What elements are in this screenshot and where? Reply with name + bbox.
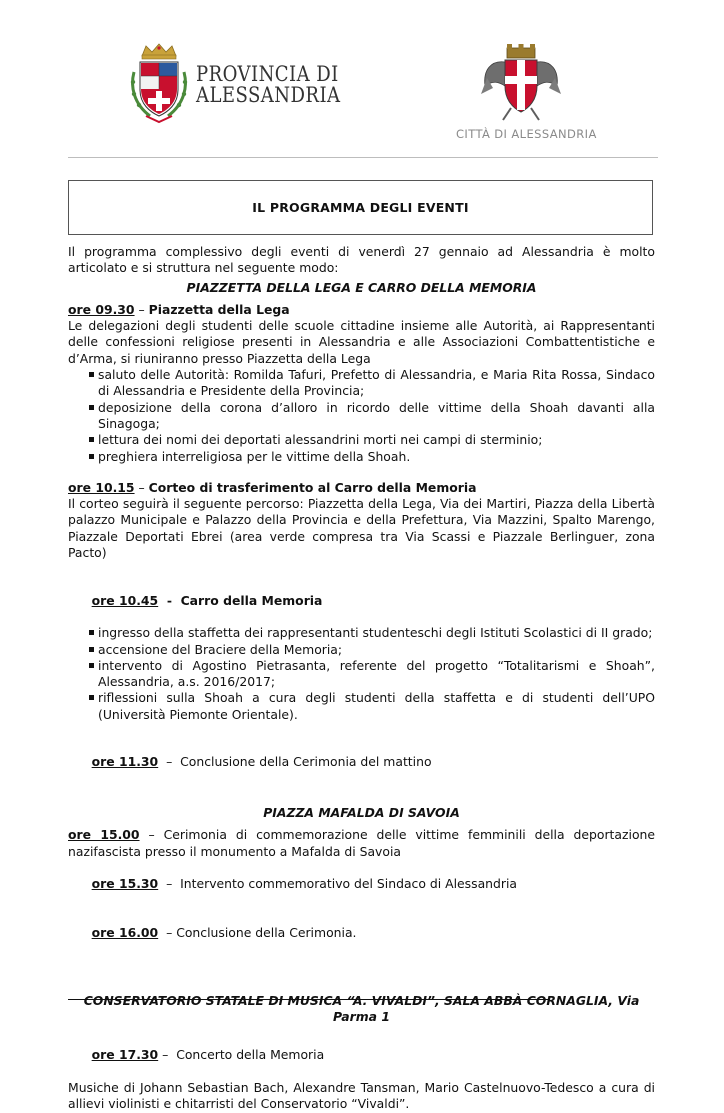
event-separator: –	[134, 301, 149, 317]
event-time: ore 15.00	[68, 827, 140, 843]
header-divider	[68, 157, 658, 158]
event-description: – Conclusione della Cerimonia del mattino	[158, 754, 432, 770]
event-0930-description: Le delegazioni degli studenti delle scuole cittadine insieme alle Autorità, ai Rappresentanti delle confessioni religiose presenti in Alessandria e alle Associazioni Combattentistiche e d’Arma, si riuniranno presso Piazzetta della Lega	[68, 318, 655, 366]
event-title: Corteo di trasferimento al Carro della Memoria	[148, 479, 477, 495]
event-1730-line	[68, 1031, 655, 1080]
list-item: lettura dei nomi dei deportati alessandrini morti nei campi di sterminio;	[68, 432, 655, 448]
event-title: Piazzetta della Lega	[148, 301, 290, 317]
footer-divider	[68, 999, 548, 1000]
event-1015-line	[68, 480, 655, 496]
city-coat-of-arms-icon	[479, 42, 563, 122]
page-title: IL PROGRAMMA DEGLI EVENTI	[68, 180, 653, 235]
intro-paragraph: Il programma complessivo degli eventi di venerdì 27 gennaio ad Alessandria è molto articolato e si struttura nel seguente modo:	[68, 244, 655, 276]
event-description: – Cerimonia di commemorazione delle vittime femminili della deportazione nazifascista presso il monumento a Mafalda di Savoia	[68, 827, 655, 859]
event-1015-description: Il corteo seguirà il seguente percorso: Piazzetta della Lega, Via dei Martiri, Piazza della Libertà palazzo Municipale e Palazzo della Provincia e della Prefettura, Via Mazzini, Spalto Marengo, Piazzale Deportati Ebrei (area verde compresa tra Via Scassi e Piazzale Berlinguer, zona Pacto)	[68, 496, 655, 561]
section-heading-conservatorio: CONSERVATORIO STATALE DI MUSICA “A. VIVALDI”, SALA ABBÀ CORNAGLIA, Via Parma 1	[83, 992, 640, 1024]
list-item: ingresso della staffetta dei rappresentanti studenteschi degli Istituti Scolastici di II grado;	[68, 625, 655, 641]
event-1500-line	[68, 827, 655, 860]
event-title: Carro della Memoria	[180, 592, 323, 608]
section-heading-mafalda: PIAZZA MAFALDA DI SAVOIA	[263, 804, 460, 820]
event-1530-line	[68, 860, 655, 909]
event-time: ore 15.30	[91, 876, 159, 892]
letterhead	[0, 0, 724, 160]
event-1730-description: Musiche di Johann Sebastian Bach, Alexandre Tansman, Mario Castelnuovo-Tedesco a cura di allievi violinisti e chitarristi del Conservatorio “Vivaldi”.	[68, 1080, 655, 1112]
event-1130-line	[68, 738, 655, 787]
event-separator: -	[158, 592, 181, 608]
event-time: ore 10.15	[68, 479, 135, 495]
province-name	[196, 64, 340, 106]
event-time: ore 17.30	[91, 1047, 159, 1063]
event-1600-line	[68, 909, 655, 958]
event-time: ore 10.45	[91, 592, 159, 608]
list-item: saluto delle Autorità: Romilda Tafuri, Prefetto di Alessandria, e Maria Rita Rossa, Sindaco di Alessandria e Presidente della Provincia;	[68, 367, 655, 400]
province-line-2: ALESSANDRIA	[196, 83, 341, 107]
document-body	[68, 244, 655, 1113]
event-time: ore 11.30	[91, 754, 159, 770]
event-1045-line	[68, 576, 655, 625]
section-heading-piazzetta: PIAZZETTA DELLA LEGA E CARRO DELLA MEMORIA	[186, 279, 537, 295]
event-time: ore 09.30	[68, 301, 135, 317]
province-line-1: PROVINCIA DI	[196, 62, 339, 86]
event-description: – Concerto della Memoria	[158, 1047, 325, 1063]
event-description: – Conclusione della Cerimonia.	[158, 924, 357, 940]
list-item: accensione del Braciere della Memoria;	[68, 642, 655, 658]
list-item: preghiera interreligiosa per le vittime della Shoah.	[68, 449, 655, 465]
list-item: riflessioni sulla Shoah a cura degli studenti della staffetta e di studenti dell’UPO (Università Piemonte Orientale).	[68, 690, 655, 723]
event-separator: –	[134, 479, 149, 495]
city-name: CITTÀ DI ALESSANDRIA	[456, 127, 597, 141]
event-description: – Intervento commemorativo del Sindaco di Alessandria	[158, 876, 518, 892]
list-item: intervento di Agostino Pietrasanta, referente del progetto “Totalitarismi e Shoah”, Alessandria, a.s. 2016/2017;	[68, 658, 655, 691]
event-0930-list	[68, 367, 655, 465]
event-1045-list	[68, 625, 655, 723]
list-item: deposizione della corona d’alloro in ricordo delle vittime della Shoah davanti alla Sinagoga;	[68, 400, 655, 433]
event-0930-line	[68, 302, 655, 318]
province-coat-of-arms-icon	[128, 42, 190, 124]
event-time: ore 16.00	[91, 924, 159, 940]
